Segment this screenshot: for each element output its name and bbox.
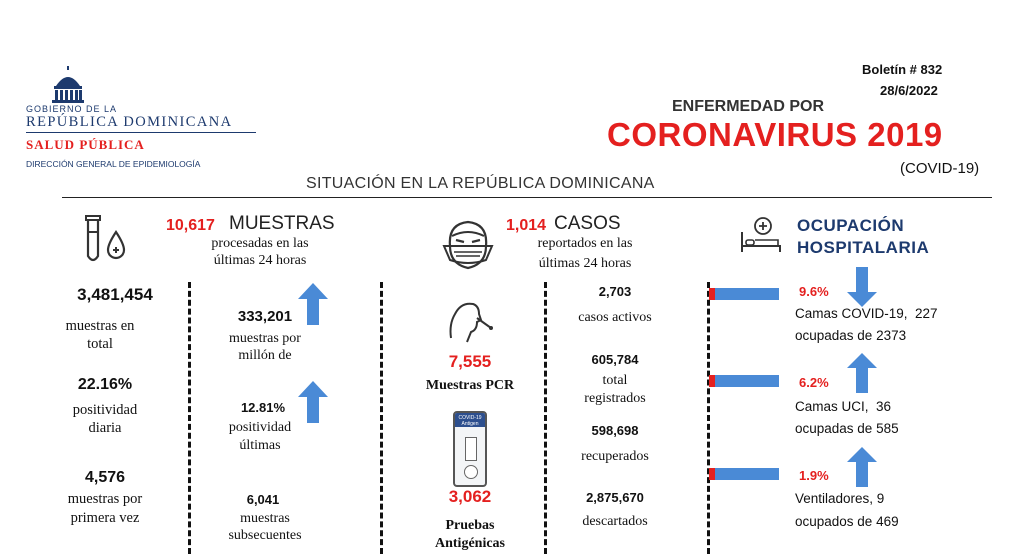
- ocupacion-title-2: HOSPITALARIA: [797, 238, 930, 257]
- camas-covid-label-2: ocupadas de 2373: [795, 328, 907, 343]
- subsecuentes-label-1: muestras: [240, 511, 290, 526]
- ultimas-label-1: positividad: [228, 420, 292, 435]
- occupancy-bar-camas-covid: [709, 288, 779, 300]
- muestras-total-value: 3,481,454: [77, 285, 153, 304]
- descartados-label: descartados: [582, 514, 648, 529]
- muestras-title: MUESTRAS: [229, 213, 335, 234]
- logo-line2: REPÚBLICA DOMINICANA: [26, 114, 233, 130]
- government-logo: [26, 64, 286, 176]
- camas-uci-label-2: ocupadas de 585: [795, 421, 899, 436]
- casos-total-value: 605,784: [591, 352, 639, 367]
- camas-uci-label-1: Camas UCI, 36: [795, 399, 892, 414]
- casos-desc-2: últimas 24 horas: [538, 256, 632, 271]
- por-millon-value: 333,201: [237, 308, 293, 325]
- pcr-label: Muestras PCR: [425, 378, 515, 393]
- antigen-value: 3,062: [448, 487, 492, 506]
- antigen-label-2: Antigénicas: [435, 536, 505, 551]
- divider-dashed-1: [188, 282, 191, 554]
- logo-line1: GOBIERNO DE LA: [26, 104, 118, 114]
- logo-line3: SALUD PÚBLICA: [26, 137, 145, 152]
- pcr-value: 7,555: [448, 352, 492, 371]
- activos-label: casos activos: [578, 310, 652, 325]
- casos-count: 1,014: [506, 217, 547, 234]
- arrow-down-icon: [847, 267, 877, 307]
- subtitle: SITUACIÓN EN LA REPÚBLICA DOMINICANA: [306, 175, 655, 192]
- antigen-kit-icon: [453, 411, 487, 487]
- positividad-label-2: diaria: [88, 420, 122, 436]
- title-big: CORONAVIRUS 2019: [607, 116, 943, 153]
- primera-vez-value: 4,576: [84, 469, 126, 486]
- camas-covid-pct: 9.6%: [799, 284, 829, 299]
- descartados-value: 2,875,670: [586, 490, 644, 505]
- palace-dome-icon: [48, 64, 88, 104]
- positividad-label-1: positividad: [72, 402, 138, 418]
- muestras-total-label-2: total: [87, 336, 113, 352]
- title-small: ENFERMEDAD POR: [672, 98, 825, 115]
- activos-value: 2,703: [598, 284, 632, 299]
- nasal-swab-icon: [443, 296, 495, 346]
- divider-dashed-2: [380, 282, 383, 554]
- boletin-number: Boletín # 832: [862, 62, 943, 77]
- antigen-label-1: Pruebas: [445, 518, 495, 533]
- sick-face-icon: [440, 216, 496, 272]
- ocupacion-title-1: OCUPACIÓN: [797, 216, 905, 235]
- logo-line4: DIRECCIÓN GENERAL DE EPIDEMIOLOGÍA: [26, 159, 201, 169]
- camas-covid-label-1: Camas COVID-19, 227: [795, 306, 938, 321]
- ventiladores-label-1: Ventiladores, 9: [795, 491, 885, 506]
- positividad-value: 22.16%: [77, 376, 133, 393]
- muestras-count: 10,617: [166, 217, 215, 234]
- hospital-bed-icon: [738, 216, 784, 256]
- ventiladores-label-2: ocupados de 469: [795, 514, 899, 529]
- casos-title: CASOS: [554, 213, 621, 234]
- arrow-up-icon: [847, 353, 877, 393]
- occupancy-bar-camas-uci: [709, 375, 779, 387]
- test-tube-drop-icon: [80, 212, 134, 266]
- por-millon-label-2: millón de: [238, 348, 292, 363]
- casos-total-label-2: registrados: [584, 391, 646, 406]
- recuperados-label: recuperados: [581, 449, 649, 464]
- muestras-desc-2: últimas 24 horas: [213, 253, 307, 268]
- header-divider: [62, 197, 992, 198]
- por-millon-label-1: muestras por: [229, 331, 301, 346]
- muestras-desc-1: procesadas en las: [211, 236, 309, 251]
- arrow-up-icon: [298, 283, 328, 325]
- casos-desc-1: reportados en las: [537, 236, 633, 251]
- divider-dashed-4: [707, 282, 710, 554]
- divider-dashed-3: [544, 282, 547, 554]
- kit-label-1: COVID-19: [458, 415, 482, 421]
- primera-vez-label-1: muestras por: [67, 491, 143, 507]
- boletin-date: 28/6/2022: [880, 83, 938, 98]
- arrow-up-icon: [847, 447, 877, 487]
- kit-label-2: Antigen: [461, 421, 479, 427]
- ultimas-label-2: últimas: [239, 438, 281, 453]
- ventiladores-pct: 1.9%: [799, 468, 829, 483]
- occupancy-bar-ventiladores: [709, 468, 779, 480]
- muestras-total-label-1: muestras en: [65, 318, 135, 334]
- recuperados-value: 598,698: [591, 423, 639, 438]
- camas-uci-pct: 6.2%: [799, 375, 829, 390]
- subsecuentes-value: 6,041: [246, 492, 280, 507]
- casos-total-label-1: total: [602, 373, 628, 388]
- title-sub: (COVID-19): [900, 160, 980, 177]
- ultimas-value: 12.81%: [240, 400, 286, 415]
- subsecuentes-label-2: subsecuentes: [228, 528, 302, 543]
- primera-vez-label-2: primera vez: [70, 510, 140, 526]
- arrow-up-icon: [298, 381, 328, 423]
